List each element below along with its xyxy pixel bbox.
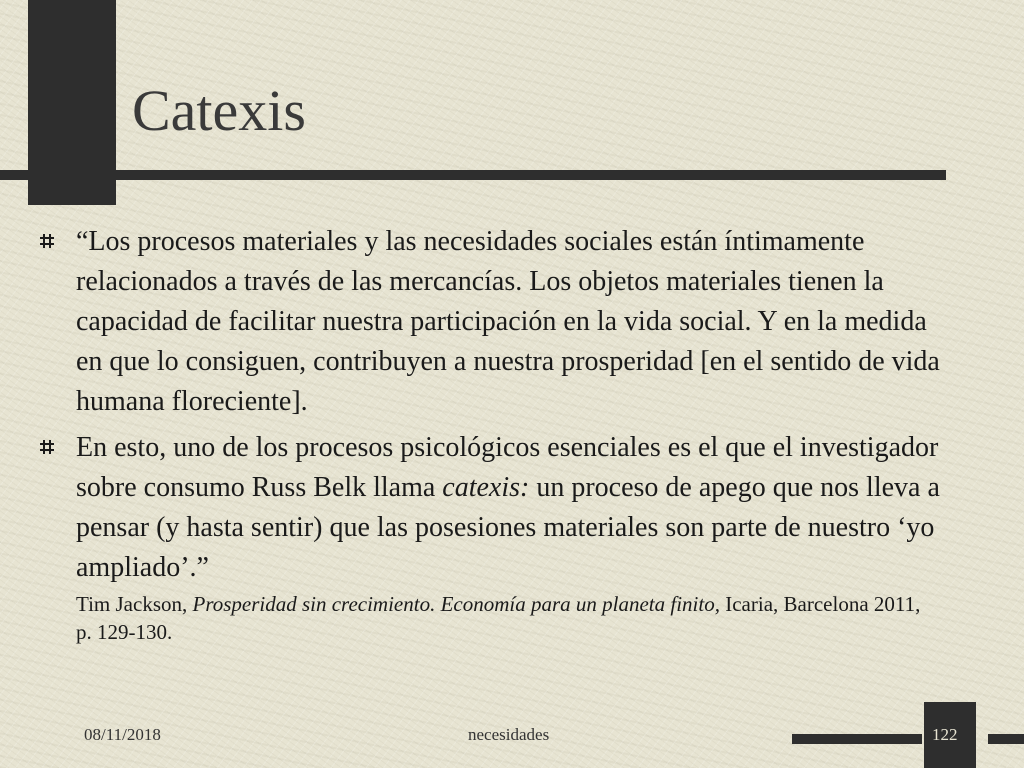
hash-bullet-icon <box>40 234 54 248</box>
citation-work: Prosperidad sin crecimiento. Economía para un planeta finito, <box>192 592 720 616</box>
hash-bullet-icon <box>40 440 54 454</box>
footer-rule-right <box>988 734 1024 744</box>
bullet-text-before: En esto, uno de los procesos psicológicos esenciales es el que el investigador sobre consumo Russ Belk llama <box>76 432 939 503</box>
footer-rule-left <box>792 734 922 744</box>
title-rule <box>0 170 946 180</box>
footer-center-label: necesidades <box>468 725 550 744</box>
bullet-item-catexis <box>40 428 940 646</box>
citation-author: Tim Jackson, <box>76 592 193 616</box>
bullet-text-after: un proceso de apego que nos lleva a pensar (y hasta sentir) que las posesiones materiales son parte de nuestro ‘yo ampliado’.” <box>76 472 940 583</box>
page-number: 122 <box>932 725 958 744</box>
citation-rest: Icaria, Barcelona 2011, p. 129-130. <box>76 592 921 644</box>
citation <box>76 590 940 646</box>
slide-title: Catexis <box>132 78 306 143</box>
slide-content <box>40 222 940 652</box>
bullet-item-quote <box>40 222 940 422</box>
bullet-text: “Los procesos materiales y las necesidades sociales están íntimamente relacionados a través de las mercancías. Los objetos materiales tienen la capacidad de facilitar nuestra participación en la vida social. Y en la medida en que lo consiguen, contribuyen a nuestra prosperidad [en el sentido de vida humana floreciente]. <box>76 226 940 417</box>
bullet-emphasis: catexis: <box>442 472 530 503</box>
footer-date: 08/11/2018 <box>84 725 161 744</box>
